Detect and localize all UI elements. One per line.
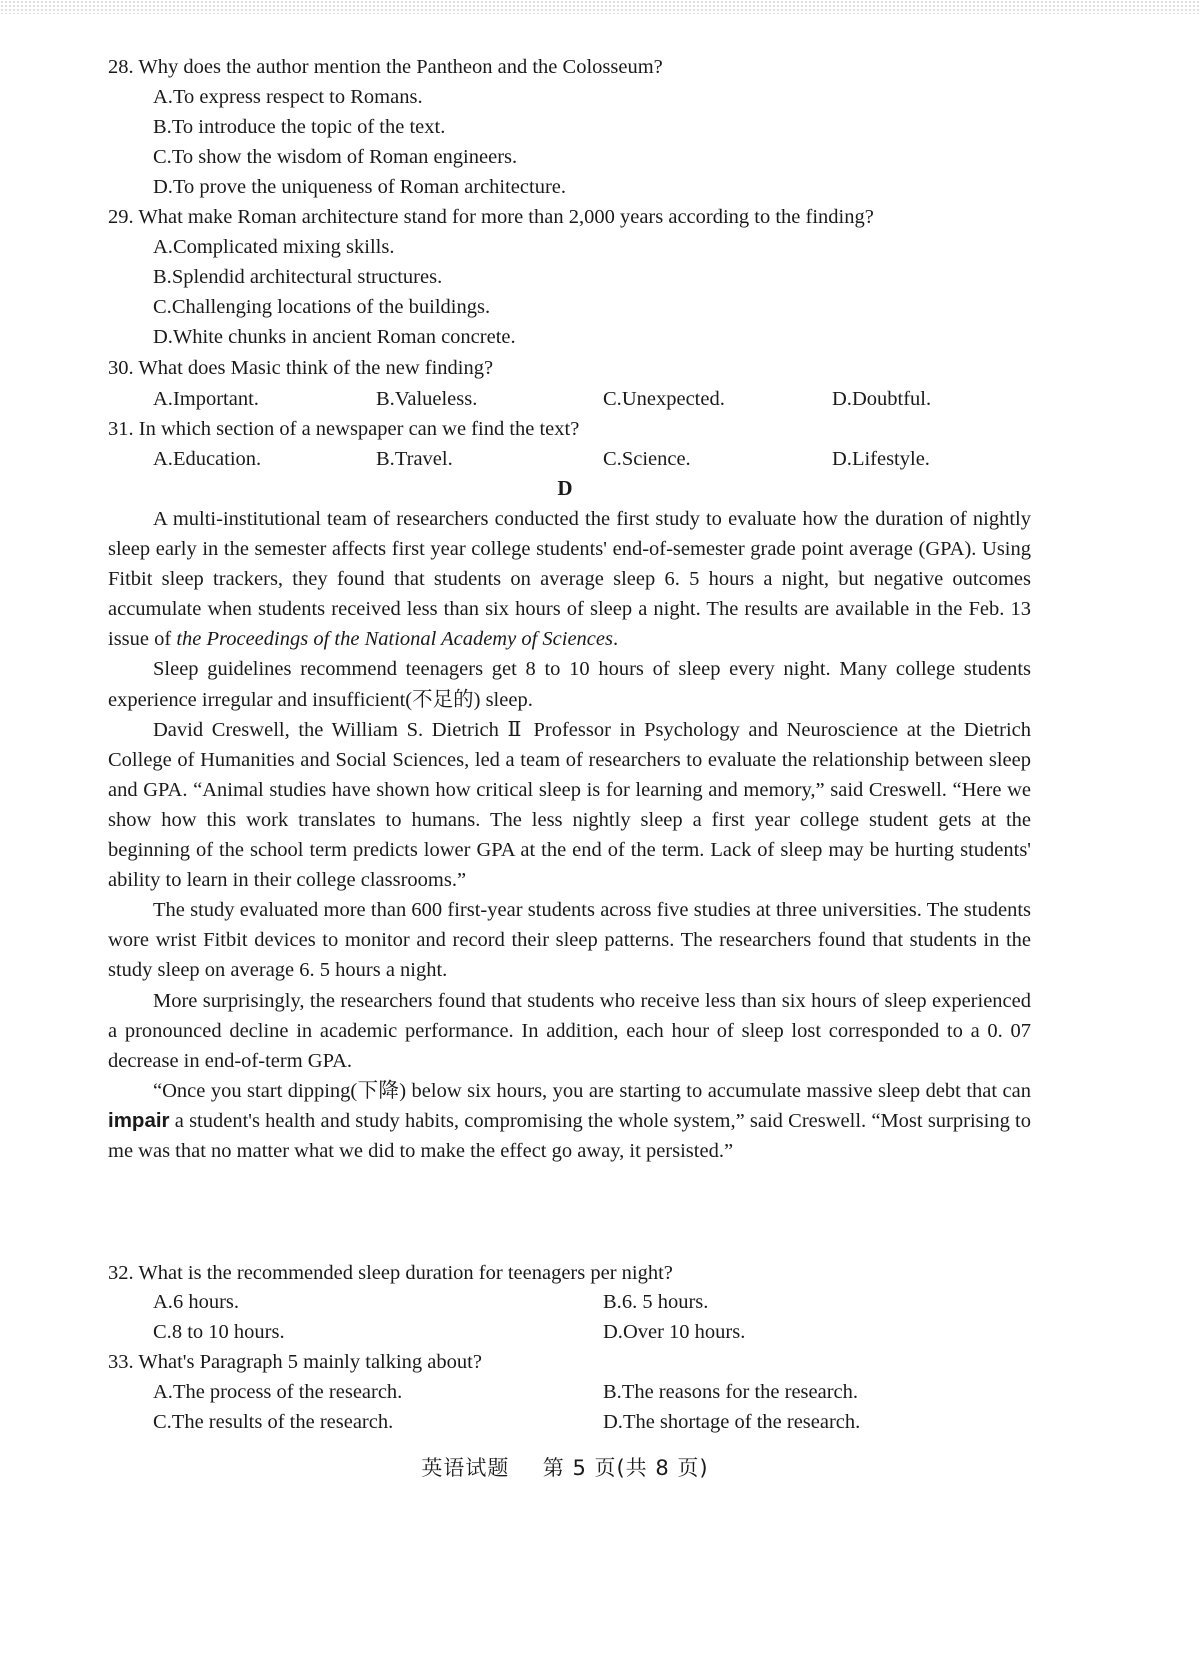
question-33-stem: [108, 1347, 482, 1377]
question-32-option-c: [153, 1317, 285, 1347]
option-label: D.: [603, 1321, 623, 1343]
option-label: D.: [832, 448, 852, 470]
option-text: Doubtful.: [851, 388, 932, 410]
question-29-stem: [108, 202, 874, 232]
question-32-option-a: [153, 1287, 239, 1317]
option-label: B.: [153, 116, 172, 138]
question-30-option-a: [153, 384, 259, 414]
option-text: 6 hours.: [172, 1291, 239, 1313]
option-text: To show the wisdom of Roman engineers.: [171, 146, 518, 168]
passage-paragraph-1: [108, 504, 1031, 654]
passage-paragraph-2: Sleep guidelines recommend teenagers get 8 to 10 hours of sleep every night. Many college students experience irregular and insufficient(不足的) sleep.: [108, 658, 1031, 711]
option-label: D.: [603, 1411, 623, 1433]
option-text: To express respect to Romans.: [172, 86, 423, 108]
option-text: The reasons for the research.: [621, 1381, 859, 1403]
question-31-stem: [108, 414, 579, 444]
option-label: B.: [153, 266, 172, 288]
question-29-option-d: [153, 322, 516, 352]
question-number: 30.: [108, 357, 134, 379]
scan-noise-band: [0, 0, 1200, 14]
paragraph-text: a student's health and study habits, compromising the whole system,” said Creswell. “Most surprising to me was that no matter what we did to make the effect go away, it persisted.”: [108, 1109, 1031, 1162]
question-33-option-d: [603, 1407, 860, 1437]
option-text: Travel.: [394, 448, 453, 470]
option-text: Challenging locations of the buildings.: [171, 296, 491, 318]
question-28-option-a: [153, 82, 423, 112]
option-text: Splendid architectural structures.: [171, 266, 443, 288]
option-text: 6. 5 hours.: [621, 1291, 709, 1313]
option-text: White chunks in ancient Roman concrete.: [172, 326, 516, 348]
option-text: The results of the research.: [171, 1411, 394, 1433]
option-label: D.: [153, 326, 173, 348]
option-text: The process of the research.: [172, 1381, 403, 1403]
question-text: Why does the author mention the Pantheon and the Colosseum?: [138, 56, 663, 78]
question-number: 29.: [108, 206, 134, 228]
passage-paragraph-4: The study evaluated more than 600 first-year students across five studies at three universities. The students wore wrist Fitbit devices to monitor and record their sleep patterns. The researchers found that students in the study sleep on average 6. 5 hours a night.: [108, 899, 1031, 982]
option-label: C.: [603, 448, 622, 470]
question-number: 32.: [108, 1262, 134, 1284]
option-text: Valueless.: [394, 388, 478, 410]
option-text: 8 to 10 hours.: [171, 1321, 285, 1343]
option-text: To introduce the topic of the text.: [171, 116, 446, 138]
question-text: In which section of a newspaper can we find the text?: [138, 418, 580, 440]
option-text: Unexpected.: [621, 388, 725, 410]
question-30-stem: [108, 353, 493, 383]
question-text: What make Roman architecture stand for more than 2,000 years according to the finding?: [138, 206, 874, 228]
question-31-option-a: [153, 444, 261, 474]
option-label: A.: [153, 448, 173, 470]
question-30-option-b: [376, 384, 477, 414]
journal-title: the Proceedings of the National Academy of Sciences: [176, 628, 613, 651]
passage-paragraph-5: More surprisingly, the researchers found that students who receive less than six hours of sleep experienced a pronounced decline in academic performance. In addition, each hour of sleep lost corresponded to a 0. 07 decrease in end-of-term GPA.: [108, 989, 1031, 1072]
question-29-option-a: [153, 232, 394, 262]
option-text: Lifestyle.: [851, 448, 930, 470]
option-label: A.: [153, 86, 173, 108]
question-30-option-d: [832, 384, 931, 414]
question-28-option-c: [153, 142, 517, 172]
paragraph-text: A multi-institutional team of researchers conducted the first study to evaluate how the duration of nightly sleep early in the semester affects first year college students' end-of-semester grade point average (GPA). Using Fitbit sleep trackers, they found that students on average sleep 6. 5 hours a night, but negative outcomes accumulate when students received less than six hours of sleep a night. The results are available in the Feb. 13 issue of: [108, 508, 1031, 651]
option-label: B.: [603, 1381, 622, 1403]
question-32-option-d: [603, 1317, 745, 1347]
option-label: A.: [153, 1381, 173, 1403]
option-label: A.: [153, 236, 173, 258]
question-text: What's Paragraph 5 mainly talking about?: [138, 1351, 482, 1373]
option-text: Over 10 hours.: [622, 1321, 746, 1343]
question-29-option-b: [153, 262, 442, 292]
option-text: Education.: [172, 448, 262, 470]
option-label: D.: [153, 176, 173, 198]
question-31-option-d: [832, 444, 930, 474]
question-text: What does Masic think of the new finding?: [138, 357, 494, 379]
passage-paragraph-6: [108, 1076, 1031, 1166]
vocab-highlight: impair: [108, 1108, 170, 1132]
question-33-option-c: [153, 1407, 393, 1437]
option-label: C.: [153, 296, 172, 318]
option-label: C.: [153, 146, 172, 168]
option-label: C.: [603, 388, 622, 410]
question-28-option-b: [153, 112, 445, 142]
question-number: 28.: [108, 56, 134, 78]
section-heading: D: [557, 476, 573, 500]
option-text: Science.: [621, 448, 691, 470]
question-28-option-d: [153, 172, 566, 202]
option-text: Complicated mixing skills.: [172, 236, 395, 258]
option-label: C.: [153, 1411, 172, 1433]
question-31-option-c: [603, 444, 691, 474]
question-32-option-b: [603, 1287, 708, 1317]
question-32-stem: [108, 1258, 673, 1288]
option-text: Important.: [172, 388, 259, 410]
option-label: B.: [376, 448, 395, 470]
question-30-option-c: [603, 384, 725, 414]
question-33-option-b: [603, 1377, 858, 1407]
exam-subject: 英语试题: [421, 1456, 510, 1480]
reading-passage: [108, 504, 1031, 1166]
question-text: What is the recommended sleep duration for teenagers per night?: [138, 1262, 673, 1284]
option-label: C.: [153, 1321, 172, 1343]
option-label: B.: [376, 388, 395, 410]
option-label: B.: [603, 1291, 622, 1313]
option-text: The shortage of the research.: [622, 1411, 861, 1433]
option-text: To prove the uniqueness of Roman architecture.: [172, 176, 567, 198]
option-label: D.: [832, 388, 852, 410]
question-number: 31.: [108, 418, 134, 440]
question-number: 33.: [108, 1351, 134, 1373]
page-footer: [0, 1452, 1130, 1482]
paragraph-text: “Once you start dipping(下降) below six hours, you are starting to accumulate massive sleep debt that can: [153, 1079, 1031, 1102]
question-31-option-b: [376, 444, 453, 474]
option-label: A.: [153, 388, 173, 410]
page-number: 第 5 页(共 8 页): [542, 1456, 709, 1480]
question-29-option-c: [153, 292, 490, 322]
paragraph-text: .: [612, 628, 619, 651]
question-33-option-a: [153, 1377, 402, 1407]
option-label: A.: [153, 1291, 173, 1313]
question-28-stem: [108, 52, 663, 82]
passage-paragraph-3: David Creswell, the William S. Dietrich Ⅱ Professor in Psychology and Neuroscience at the Dietrich College of Humanities and Social Sciences, led a team of researchers to evaluate the relationship between sleep and GPA. “Animal studies have shown how critical sleep is for learning and memory,” said Creswell. “Here we show how this work translates to humans. The less nightly sleep a first year college student gets at the beginning of the school term predicts lower GPA at the end of the term. Lack of sleep may be hurting students' ability to learn in their college classrooms.”: [108, 718, 1031, 892]
